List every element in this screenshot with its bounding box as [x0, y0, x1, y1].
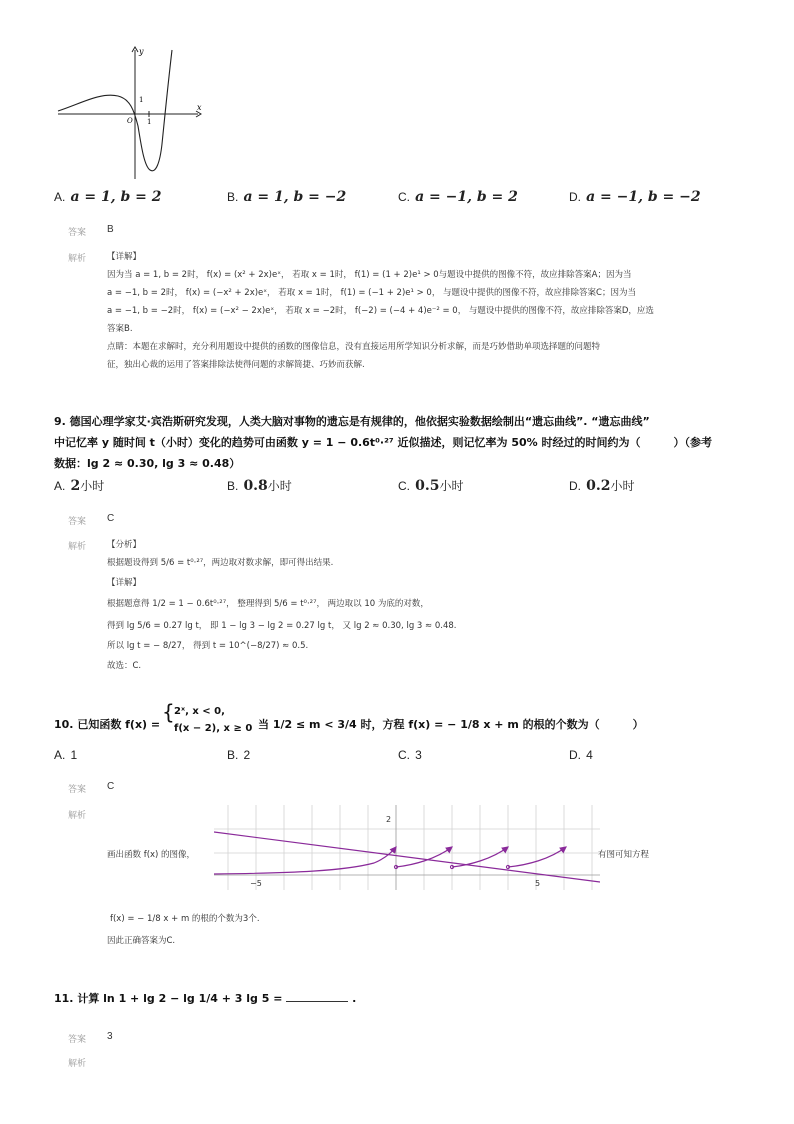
- q9-option-a[interactable]: A. 2小时: [54, 478, 105, 494]
- q10-lead-text: 画出函数 f(x) 的图像，: [107, 850, 196, 860]
- q10-option-c[interactable]: C. 3: [398, 748, 422, 762]
- origin-label: O: [127, 117, 133, 125]
- q8-option-c[interactable]: C. a = −1, b = 2: [398, 189, 518, 205]
- q8-explanation-line: 【详解】: [107, 252, 142, 262]
- q9-answer-value: C: [107, 513, 115, 524]
- q10-option-b[interactable]: B. 2: [227, 748, 251, 762]
- q10-function-graph: [214, 805, 600, 890]
- q9-answer-tag: 答案: [68, 516, 87, 526]
- q8-explanation-line: a = −1, b = −2时， f(x) = (−x² − 2x)eˣ， 若取 x = −2时， f(−2) = (−4 + 4)e⁻² = 0， 与题设中提供的图像不符，故应排除答案D，应选: [107, 306, 654, 316]
- q9-explanation-line: 得到 lg 5/6 = 0.27 lg t， 即 1 − lg 3 − lg 2 = 0.27 lg t， 又 lg 2 ≈ 0.30, lg 3 ≈ 0.48.: [107, 621, 457, 631]
- q10-brace: {: [162, 700, 175, 724]
- y-tick-label: 2: [386, 815, 392, 824]
- q11-answer-blank[interactable]: [286, 991, 348, 1002]
- q10-right-text: 有图可知方程: [598, 850, 650, 860]
- q11-answer-tag: 答案: [68, 1034, 87, 1044]
- q8-answer-value: B: [107, 224, 114, 235]
- q10-stem-suffix: 当 1/2 ≤ m < 3/4 时，方程 f(x) = − 1/8 x + m 的根的个数为（ ）: [258, 718, 644, 731]
- periodic-piece-3: [508, 847, 566, 867]
- q8-explanation-line: 点睛：本题在求解时，充分利用题设中提供的函数的图像信息，没有直接运用所学知识分析求解，而是巧妙借助单项选择题的问题特: [107, 342, 601, 352]
- q8-option-b[interactable]: B. a = 1, b = −2: [227, 189, 347, 205]
- q10-conclusion: f(x) = − 1/8 x + m 的根的个数为3个.: [110, 914, 260, 924]
- exp-branch: [214, 847, 396, 874]
- q8-explanation-line: a = −1, b = 2时， f(x) = (−x² + 2x)eˣ， 若取 x = 1时， f(1) = (−1 + 2)e¹ > 0， 与题设中提供的图像不符，故应排除答案C；因为当: [107, 288, 636, 298]
- x-neg-label: −5: [250, 879, 262, 888]
- q9-explanation-line: 故选：C.: [107, 661, 142, 671]
- line-y-neg-x-over-8-plus-m: [214, 832, 600, 882]
- q9-stem-line: 中记忆率 y 随时间 t（小时）变化的趋势可由函数 y = 1 − 0.6t⁰·²⁷ 近似描述，则记忆率为 50% 时经过的时间约为（ ）（参考: [54, 436, 713, 449]
- q9-explanation-line: 所以 lg t = − 8/27， 得到 t = 10^(−8/27) ≈ 0.5.: [107, 641, 309, 651]
- q9-explanation-line: 根据题意得 1/2 = 1 − 0.6t⁰·²⁷， 整理得到 5/6 = t⁰·²⁷， 两边取以 10 为底的对数，: [107, 599, 429, 609]
- q9-stem-line: 数据：lg 2 ≈ 0.30, lg 3 ≈ 0.48）: [54, 457, 241, 470]
- q8-analysis-tag: 解析: [68, 253, 87, 263]
- q8-option-d[interactable]: D. a = −1, b = −2: [569, 189, 701, 205]
- q8-answer-tag: 答案: [68, 227, 87, 237]
- q9-analysis-tag: 解析: [68, 541, 87, 551]
- function-curve: [58, 50, 172, 171]
- tick-y-label: 1: [139, 96, 144, 104]
- q11-stem: 11. 计算 ln 1 + lg 2 − lg 1/4 + 3 lg 5 = .: [54, 992, 357, 1005]
- q9-stem-line: 9. 德国心理学家艾·宾浩斯研究发现，人类大脑对事物的遗忘是有规律的，他依据实验数据绘制出“遗忘曲线”. “遗忘曲线”: [54, 415, 650, 428]
- q8-function-graph: [50, 44, 210, 184]
- q10-final: 因此正确答案为C.: [107, 936, 176, 946]
- tick-x-label: 1: [147, 118, 152, 126]
- q8-explanation-line: 答案B.: [107, 324, 133, 334]
- q10-answer-tag: 答案: [68, 784, 87, 794]
- q10-piece-1: 2ˣ, x < 0,: [174, 706, 225, 717]
- q10-analysis-tag: 解析: [68, 810, 87, 820]
- q11-analysis-tag: 解析: [68, 1058, 87, 1068]
- x-axis-label: x: [197, 103, 202, 112]
- q11-answer-value: 3: [107, 1031, 113, 1042]
- q8-explanation-line: 因为当 a = 1, b = 2时， f(x) = (x² + 2x)eˣ， 若取 x = 1时， f(1) = (1 + 2)e¹ > 0与题设中提供的图像不符，故应排除答案A；因为当: [107, 270, 632, 280]
- q9-option-b[interactable]: B. 0.8小时: [227, 478, 292, 494]
- q10-stem-prefix: 10. 已知函数 f(x) =: [54, 718, 161, 731]
- q8-explanation-line: 征，独出心裁的运用了答案排除法使得问题的求解简捷、巧妙而获解.: [107, 360, 365, 370]
- q9-explanation-line: 根据题设得到 5/6 = t⁰·²⁷，两边取对数求解，即可得出结果.: [107, 558, 334, 568]
- grid: [214, 805, 600, 890]
- q9-option-c[interactable]: C. 0.5小时: [398, 478, 464, 494]
- q9-option-d[interactable]: D. 0.2小时: [569, 478, 635, 494]
- q10-option-a[interactable]: A. 1: [54, 748, 78, 762]
- q9-explanation-line: 【分析】: [107, 540, 142, 550]
- y-axis-label: y: [139, 47, 144, 56]
- q10-option-d[interactable]: D. 4: [569, 748, 593, 762]
- q9-explanation-line: 【详解】: [107, 578, 142, 588]
- q10-piece-2: f(x − 2), x ≥ 0: [174, 723, 253, 734]
- x-pos-label: 5: [535, 879, 541, 888]
- q10-answer-value: C: [107, 781, 115, 792]
- q8-option-a[interactable]: A. a = 1, b = 2: [54, 189, 162, 205]
